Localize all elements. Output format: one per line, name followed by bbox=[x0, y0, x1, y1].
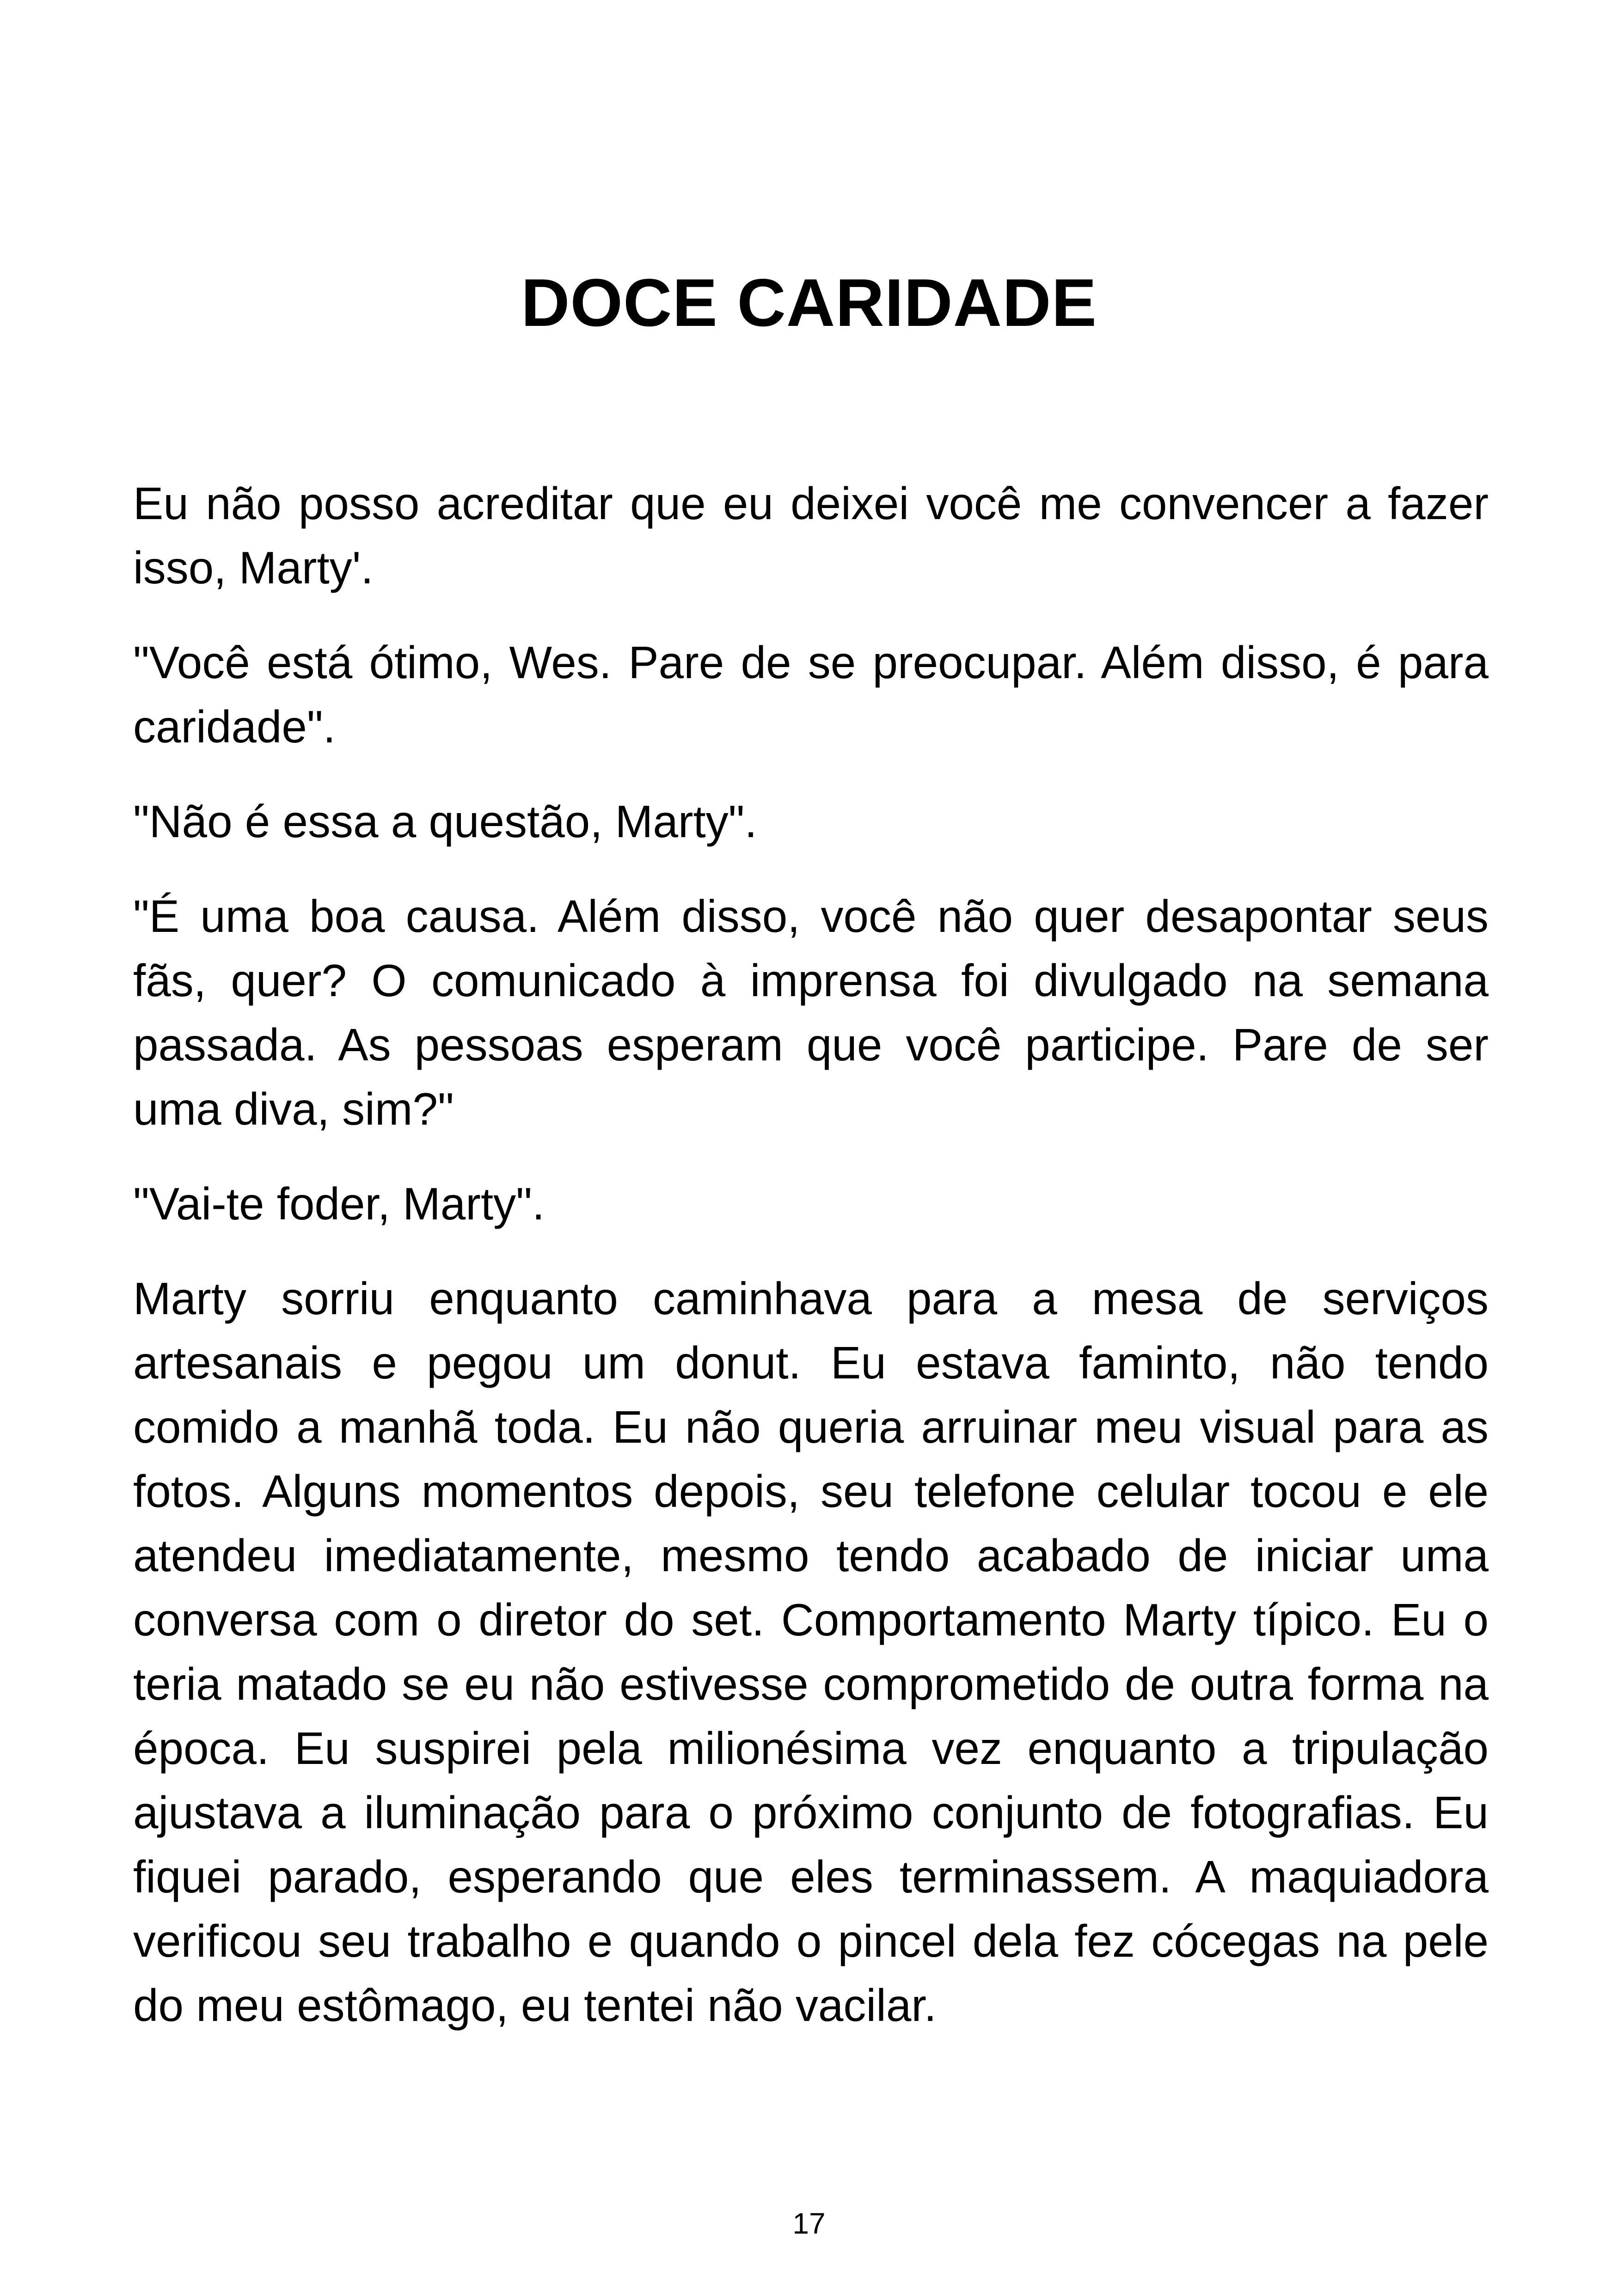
paragraph: "É uma boa causa. Além disso, você não quer desapontar seus fãs, quer? O comunicado à imprensa foi divulgado na semana passada. As pessoas esperam que você participe. Pare de ser uma diva, sim?" bbox=[133, 891, 1489, 1134]
paragraph: Eu não posso acreditar que eu deixei você me convencer a fazer isso, Marty'. bbox=[133, 478, 1489, 593]
paragraph: Marty sorriu enquanto caminhava para a mesa de serviços artesanais e pegou um donut. Eu estava faminto, não tendo comido a manhã toda. Eu não queria arruinar meu visual para as fotos. Alguns momentos depois, seu telefone celular tocou e ele atendeu imediatamente, mesmo tendo acabado de iniciar uma conversa com o diretor do set. Comportamento Marty típico. Eu o teria matado se eu não estivesse comprometido de outra forma na época. Eu suspirei pela milionésima vez enquanto a tripulação ajustava a iluminação para o próximo conjunto de fotografias. Eu fiquei parado, esperando que eles terminassem. A maquiadora verificou seu trabalho e quando o pincel dela fez cócegas na pele do meu estômago, eu tentei não vacilar. bbox=[133, 1273, 1489, 2031]
chapter-title: DOCE CARIDADE bbox=[521, 265, 1097, 340]
paragraph: "Você está ótimo, Wes. Pare de se preocupar. Além disso, é para caridade". bbox=[133, 637, 1489, 752]
page-number: 17 bbox=[792, 2207, 826, 2240]
paragraph: "Não é essa a questão, Marty". bbox=[133, 796, 757, 847]
body-text bbox=[133, 471, 1489, 2068]
paragraph: "Vai-te foder, Marty". bbox=[133, 1178, 545, 1229]
